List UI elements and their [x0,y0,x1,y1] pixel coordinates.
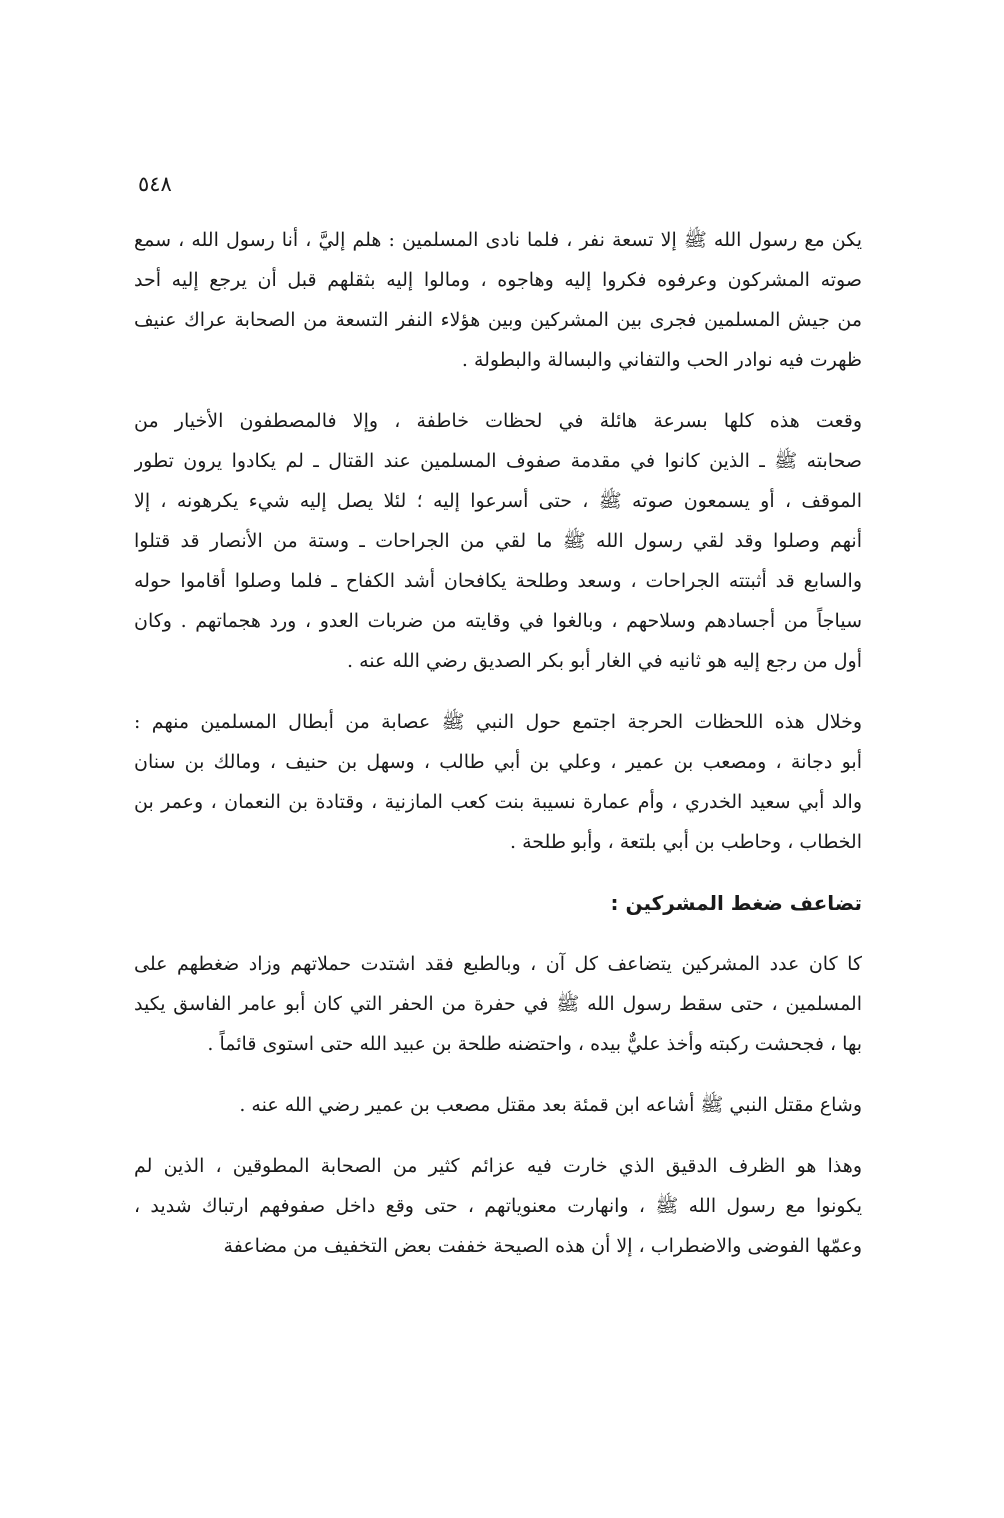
paragraph [134,944,862,1064]
text-line: والد أبي سعيد الخدري ، وأم عمارة نسيبة بنت كعب المازنية ، وقتادة بن النعمان ، وعمر بن [134,791,862,813]
text-line: صوته المشركون وعرفوه فكروا إليه وهاجوه ، ومالوا إليه بثقلهم قبل أن يرجع إليه أحد [134,269,862,291]
text-line: يكن مع رسول الله ﷺ إلا تسعة نفر ، فلما نادى المسلمين : هلم إليَّ ، أنا رسول الله ، سمع [134,229,862,251]
text-line: كا كان عدد المشركين يتضاعف كل آن ، وبالطبع فقد اشتدت حملاتهم وزاد ضغطهم على [134,953,862,975]
text-line: الموقف ، أو يسمعون صوته ﷺ ، حتى أسرعوا إليه ؛ لئلا يصل إليه شيء يكرهونه ، إلا [134,490,862,512]
paragraph [134,702,862,862]
text-line: يكونوا مع رسول الله ﷺ ، وانهارت معنوياتهم ، حتى وقع داخل صفوفهم ارتباك شديد ، [134,1195,862,1217]
paragraph [134,220,862,380]
text-line: المسلمين ، حتى سقط رسول الله ﷺ في حفرة من الحفر التي كان أبو عامر الفاسق يكيد [134,993,862,1015]
text-line: بها ، فجحشت ركبته وأخذ عليٌّ بيده ، واحتضنه طلحة بن عبيد الله حتى استوى قائماً . [207,1033,862,1055]
text-line: سياجاً من أجسادهم وسلاحهم ، وبالغوا في وقايته من ضربات العدو ، ورد هجماتهم . وكان [134,610,862,632]
page-body [134,220,862,1287]
text-line: وقعت هذه كلها بسرعة هائلة في لحظات خاطفة ، وإلا فالمصطفون الأخيار من [134,410,862,432]
text-line: أنهم وصلوا وقد لقي رسول الله ﷺ ما لقي من الجراحات ـ وستة من الأنصار قد قتلوا [134,530,862,552]
text-line: أول من رجع إليه هو ثانيه في الغار أبو بكر الصديق رضي الله عنه . [347,650,862,672]
text-line: صحابته ﷺ ـ الذين كانوا في مقدمة صفوف المسلمين عند القتال ـ لم يكادوا يرون تطور [134,450,862,472]
text-line: وهذا هو الظرف الدقيق الذي خارت فيه عزائم كثير من الصحابة المطوقين ، الذين لم [134,1155,862,1177]
paragraph [134,1146,862,1266]
paragraph [134,1085,862,1125]
text-line: وخلال هذه اللحظات الحرجة اجتمع حول النبي ﷺ عصابة من أبطال المسلمين منهم : [134,711,862,733]
text-line: من جيش المسلمين فجرى بين المشركين وبين هؤلاء النفر التسعة من الصحابة عراك عنيف [134,309,862,331]
page-number: ٥٤٨ [138,172,172,196]
paragraph [134,401,862,681]
text-line: والسابع قد أثبتته الجراحات ، وسعد وطلحة يكافحان أشد الكفاح ـ فلما وصلوا أقاموا حوله [134,570,862,592]
text-line: وشاع مقتل النبي ﷺ أشاعه ابن قمئة بعد مقتل مصعب بن عمير رضي الله عنه . [239,1094,862,1116]
text-line: وعمّها الفوضى والاضطراب ، إلا أن هذه الصيحة خففت بعض التخفيف من مضاعفة [223,1235,862,1257]
text-line: ظهرت فيه نوادر الحب والتفاني والبسالة والبطولة . [461,349,862,371]
text-line: أبو دجانة ، ومصعب بن عمير ، وعلي بن أبي طالب ، وسهل بن حنيف ، ومالك بن سنان [134,751,862,773]
text-line: الخطاب ، وحاطب بن أبي بلتعة ، وأبو طلحة . [510,831,862,853]
section-heading: تضاعف ضغط المشركين : [610,891,862,915]
